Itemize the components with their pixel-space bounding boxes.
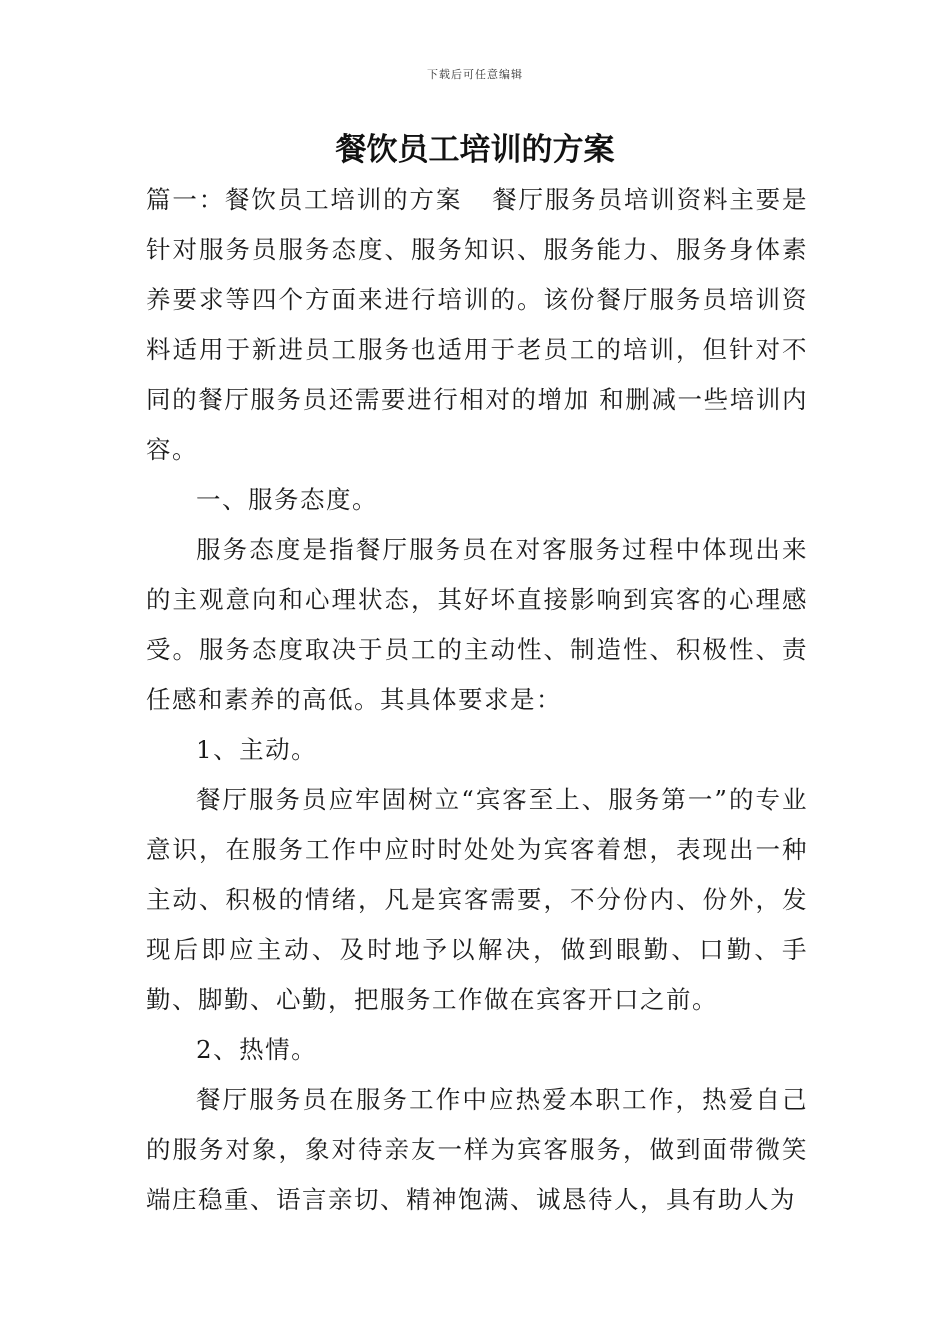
document-title: 餐饮员工培训的方案 [335,132,615,168]
item-paragraph: 餐厅服务员应牢固树立“宾客至上、服务第一”的专业意识，在服务工作中应时时处处为宾客着想，表现出一种主动、积极的情绪，凡是宾客需要，不分份内、份外，发现后即应主动、及时地予以解决，做到眼勤、口勤、手勤、脚勤、心勤，把服务工作做在宾客开口之前。 [146,785,808,1014]
document-body [146,175,808,1225]
header-note: 下载后可任意编辑 [427,68,523,81]
section-heading: 一、服务态度。 [196,485,378,514]
intro-label: 篇一：餐饮员工培训的方案 [146,185,463,214]
item-paragraph: 餐厅服务员在服务工作中应热爱本职工作，热爱自己的服务对象，象对待亲友一样为宾客服务，做到面带微笑端庄稳重、语言亲切、精神饱满、诚恳待人，具有助人为 [146,1085,808,1214]
section-paragraph: 服务态度是指餐厅服务员在对客服务过程中体现出来的主观意向和心理状态，其好坏直接影响到宾客的心理感受。服务态度取决于员工的主动性、制造性、积极性、责任感和素养的高低。其具体要求是： [146,535,808,714]
item-heading: 1、主动。 [196,735,318,764]
item-heading: 2、热情。 [196,1035,318,1064]
intro-text: 餐厅服务员培训资料主要是针对服务员服务态度、服务知识、服务能力、服务身体素养要求等四个方面来进行培训的。该份餐厅服务员培训资料适用于新进员工服务也适用于老员工的培训，但针对不同的餐厅服务员还需要进行相对的增加 和删减一些培训内容。 [146,185,809,464]
intro-paragraph [146,175,808,475]
